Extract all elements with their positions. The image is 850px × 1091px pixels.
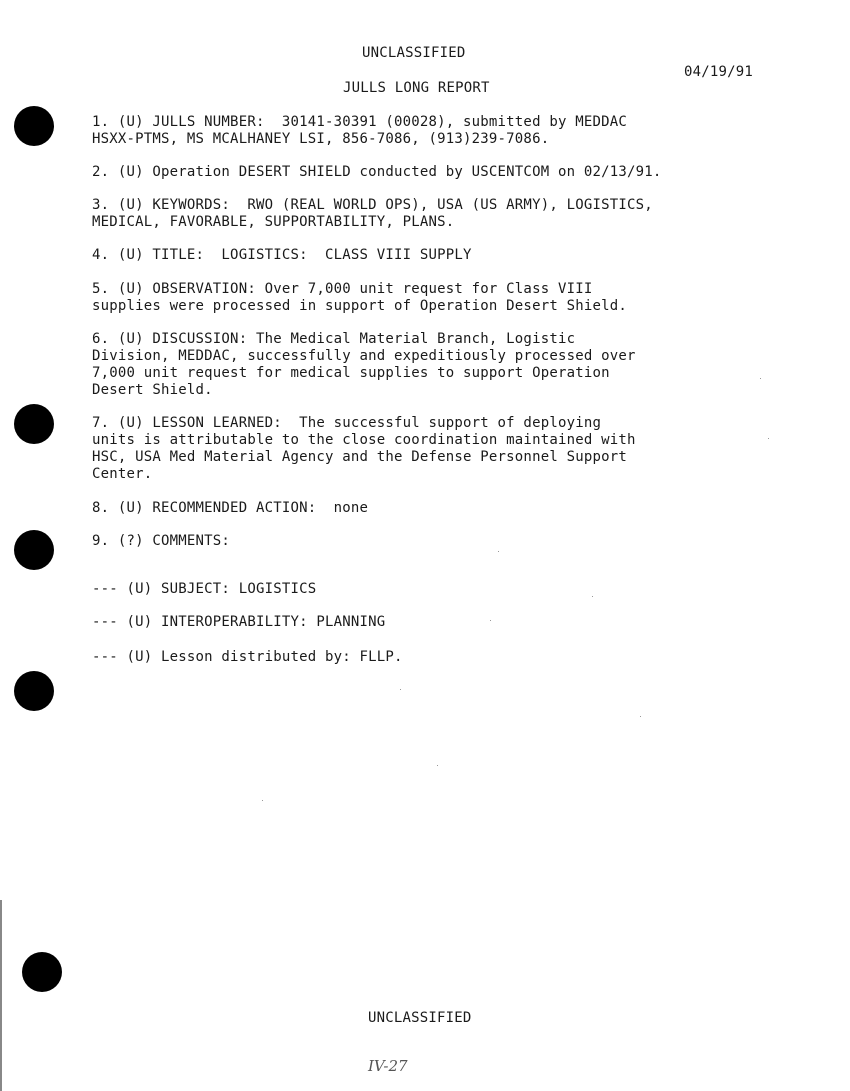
paragraph-5-line-2: supplies were processed in support of Operation Desert Shield. — [92, 298, 627, 314]
paragraph-6-line-3: 7,000 unit request for medical supplies to support Operation — [92, 365, 610, 381]
paragraph-8-line-1: 8. (U) RECOMMENDED ACTION: none — [92, 500, 369, 516]
paragraph-6-line-2: Division, MEDDAC, successfully and expeditiously processed over — [92, 348, 636, 364]
page-number: IV-27 — [368, 1057, 408, 1075]
paragraph-7-line-3: HSC, USA Med Material Agency and the Defense Personnel Support — [92, 449, 627, 465]
paragraph-6-line-1: 6. (U) DISCUSSION: The Medical Material Branch, Logistic — [92, 331, 576, 347]
paragraph-2-line-1: 2. (U) Operation DESERT SHIELD conducted by USCENTCOM on 02/13/91. — [92, 164, 662, 180]
footnote-interoperability: --- (U) INTEROPERABILITY: PLANNING — [92, 614, 386, 630]
paragraph-7-line-2: units is attributable to the close coordination maintained with — [92, 432, 636, 448]
paragraph-3-line-2: MEDICAL, FAVORABLE, SUPPORTABILITY, PLANS. — [92, 214, 455, 230]
scan-speck — [262, 800, 263, 801]
scan-edge-line — [0, 900, 2, 1091]
punch-hole — [22, 952, 62, 992]
paragraph-5-line-1: 5. (U) OBSERVATION: Over 7,000 unit request for Class VIII — [92, 281, 593, 297]
paragraph-3-line-1: 3. (U) KEYWORDS: RWO (REAL WORLD OPS), USA (US ARMY), LOGISTICS, — [92, 197, 653, 213]
scan-speck — [640, 716, 641, 717]
scan-speck — [768, 438, 769, 439]
scan-speck — [498, 551, 499, 552]
paragraph-1-line-1: 1. (U) JULLS NUMBER: 30141-30391 (00028), submitted by MEDDAC — [92, 114, 627, 130]
punch-hole — [14, 106, 54, 146]
paragraph-7-line-1: 7. (U) LESSON LEARNED: The successful support of deploying — [92, 415, 602, 431]
paragraph-7-line-4: Center. — [92, 466, 153, 482]
paragraph-4-line-1: 4. (U) TITLE: LOGISTICS: CLASS VIII SUPPLY — [92, 247, 472, 263]
scan-speck — [490, 620, 491, 621]
scan-speck — [760, 378, 761, 379]
report-date: 04/19/91 — [684, 64, 754, 80]
paragraph-9-line-1: 9. (?) COMMENTS: — [92, 533, 231, 549]
scan-speck — [592, 596, 593, 597]
report-title: JULLS LONG REPORT — [343, 80, 490, 96]
punch-hole — [14, 671, 54, 711]
scan-speck — [437, 765, 438, 766]
punch-hole — [14, 404, 54, 444]
paragraph-1-line-2: HSXX-PTMS, MS MCALHANEY LSI, 856-7086, (913)239-7086. — [92, 131, 550, 147]
header-classification: UNCLASSIFIED — [362, 45, 466, 61]
scan-speck — [400, 689, 401, 690]
footer-classification: UNCLASSIFIED — [368, 1010, 472, 1026]
punch-hole — [14, 530, 54, 570]
footnote-subject: --- (U) SUBJECT: LOGISTICS — [92, 581, 317, 597]
paragraph-6-line-4: Desert Shield. — [92, 382, 213, 398]
footnote-distribution: --- (U) Lesson distributed by: FLLP. — [92, 649, 403, 665]
